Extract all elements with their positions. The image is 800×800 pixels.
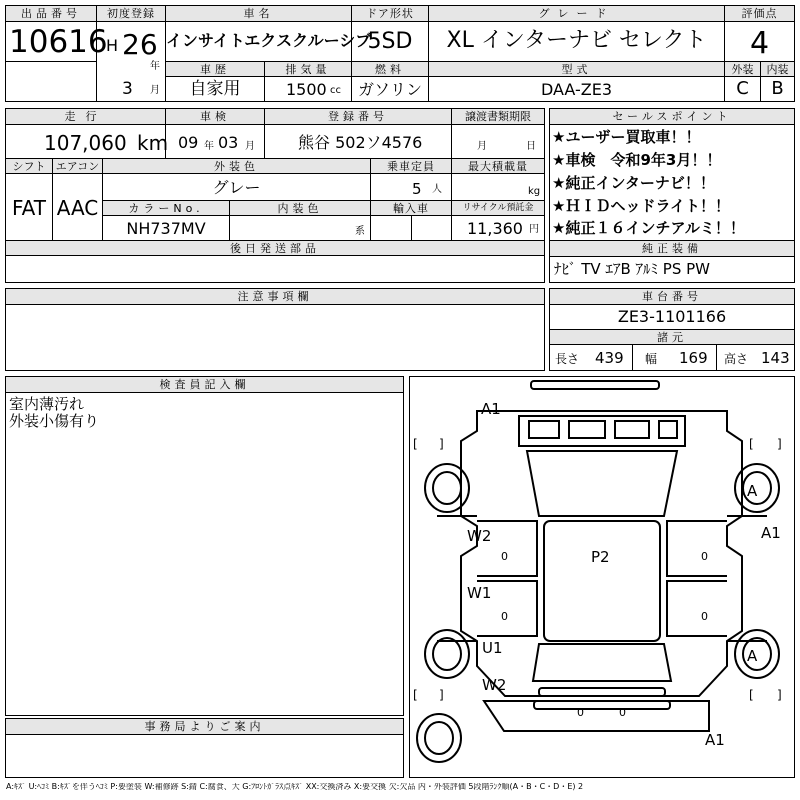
- aircon-label: エアコン: [53, 159, 102, 174]
- bracket-8: ]: [777, 688, 782, 702]
- door-label: ドア形状: [352, 6, 428, 22]
- first-reg-era: H: [106, 36, 119, 55]
- ext-score-label: 外装: [725, 62, 760, 77]
- interior-color-unit: 系: [355, 226, 365, 237]
- lot-number: 10616: [9, 24, 108, 60]
- recycle-fee: 11,360: [467, 219, 523, 238]
- height-label: 高さ: [724, 352, 749, 366]
- inspection-label: 車検: [166, 109, 264, 125]
- sales-point-1: ★ユーザー買取車！！: [552, 128, 701, 146]
- mark-front-right-a: A: [747, 482, 758, 500]
- mark-left-rear-door-w1: W1: [467, 584, 492, 602]
- equipment: ﾅﾋﾞ TV ｴｱB ｱﾙﾐ PS PW: [554, 260, 710, 278]
- mileage-label: 走行: [6, 109, 165, 125]
- lot-number-label: 出品番号: [6, 6, 96, 22]
- import-label: 輸入車: [371, 201, 451, 216]
- later-parts-label: 後日発送部品: [6, 241, 544, 256]
- mark-right-front-a1: A1: [761, 524, 781, 542]
- mark-zero-1: 0: [501, 550, 508, 563]
- score-label: 評価点: [725, 6, 794, 22]
- color-no: NH737MV: [126, 219, 206, 238]
- recycle-fee-unit: 円: [529, 224, 539, 235]
- transfer-month-unit: 月: [477, 141, 487, 152]
- plate-label: 登録番号: [265, 109, 451, 125]
- chassis-number: ZE3-1101166: [617, 307, 727, 326]
- shift: FAT: [11, 196, 46, 220]
- first-reg-month: 3: [122, 79, 133, 99]
- mark-left-quarter-w2: W2: [482, 676, 507, 694]
- inspection-month-unit: 月: [245, 141, 255, 152]
- inspector-line-2: 外装小傷有り: [9, 412, 100, 430]
- mark-zero-2: 0: [701, 550, 708, 563]
- capacity-label: 乗車定員: [371, 159, 451, 174]
- max-load-label: 最大積載量: [452, 159, 544, 174]
- mark-rear-a1: A1: [705, 731, 725, 749]
- mark-left-rear-u1: U1: [482, 639, 503, 657]
- width: 169: [679, 349, 708, 367]
- first-registration-label: 初度登録: [97, 6, 165, 22]
- history-label: 車歴: [166, 62, 264, 77]
- capacity: 5: [412, 180, 422, 198]
- ext-score: C: [736, 78, 749, 99]
- displacement: 1500: [286, 80, 327, 99]
- aircon: AAC: [56, 196, 99, 220]
- displacement-unit: cc: [330, 85, 341, 96]
- mark-right-rear-a: A: [747, 647, 758, 665]
- grade-label: グレード: [429, 6, 724, 22]
- mileage: 107,060: [44, 131, 127, 155]
- displacement-label: 排気量: [265, 62, 351, 77]
- notes-label: 注意事項欄: [6, 289, 544, 305]
- door-type: 5SD: [367, 29, 413, 54]
- car-name: インサイトエクスクルーシブ: [166, 31, 372, 50]
- length: 439: [595, 349, 624, 367]
- transfer-day-unit: 日: [526, 141, 536, 152]
- sales-point-5: ★純正１６インチアルミ！！: [552, 219, 745, 237]
- bracket-4: ]: [777, 437, 782, 451]
- bracket-3: [: [749, 437, 754, 451]
- recycle-label: リサイクル預託金: [452, 201, 544, 216]
- inspector-line-1: 室内薄汚れ: [9, 395, 85, 413]
- sales-point-3: ★純正インターナビ！！: [552, 174, 715, 192]
- legend: A:ｷｽﾞ U:ﾍｺﾐ B:ｷｽﾞを伴うﾍｺﾐ P:要塗装 W:補修跡 S:錆 C:腐食、大 G:ﾌﾛﾝﾄｶﾞﾗｽ点ｷｽﾞ XX:交換済み X:要交換 欠:欠品 内・外装評価 5段階ﾗﾝｸ順(A・B・C・D・E) 2: [6, 783, 584, 791]
- bracket-1: [: [413, 437, 418, 451]
- sales-point-4: ★ＨＩＤヘッドライト！！: [552, 197, 730, 215]
- grade: XL インターナビ セレクト: [446, 28, 707, 53]
- history: 自家用: [189, 79, 241, 99]
- first-reg-year: 26: [122, 28, 158, 61]
- office-label: 事務局よりご案内: [6, 719, 403, 735]
- sales-points-label: セールスポイント: [550, 109, 794, 125]
- capacity-unit: 人: [432, 184, 442, 195]
- model-code: DAA-ZE3: [540, 80, 613, 99]
- first-reg-year-unit: 年: [150, 61, 160, 72]
- chassis-label: 車台番号: [550, 289, 794, 305]
- max-load-unit: kg: [528, 186, 541, 197]
- dims-label: 諸元: [550, 330, 794, 345]
- bracket-5: [: [413, 688, 418, 702]
- height: 143: [761, 349, 790, 367]
- car-name-label: 車名: [166, 6, 351, 22]
- first-reg-month-unit: 月: [150, 85, 160, 96]
- bracket-6: ]: [439, 688, 444, 702]
- length-label: 長さ: [555, 352, 580, 366]
- inspection-month: 03: [218, 133, 239, 152]
- color-no-label: カラーNo.: [103, 201, 229, 216]
- mark-front-a1: A1: [481, 400, 501, 418]
- score: 4: [749, 26, 770, 61]
- bracket-2: ]: [439, 437, 444, 451]
- int-score: B: [771, 78, 784, 99]
- width-label: 幅: [645, 352, 658, 366]
- mark-zero-3: 0: [501, 610, 508, 623]
- transfer-deadline-label: 譲渡書類期限: [452, 109, 544, 125]
- inspection-year: 09: [178, 133, 199, 152]
- inspection-year-unit: 年: [204, 141, 214, 152]
- model-label: 型式: [429, 62, 724, 77]
- car-diagram: [409, 376, 795, 778]
- fuel: ガソリン: [357, 80, 422, 99]
- int-score-label: 内装: [761, 62, 794, 77]
- sales-point-2: ★車検 令和9年3月！！: [552, 151, 722, 169]
- inspector-label: 検査員記入欄: [6, 377, 403, 393]
- bracket-7: [: [749, 688, 754, 702]
- mark-left-front-door-w2: W2: [467, 527, 492, 545]
- mark-zero-4: 0: [701, 610, 708, 623]
- mark-zero-6: 0: [619, 706, 626, 719]
- mark-zero-5: 0: [577, 706, 584, 719]
- fuel-label: 燃料: [352, 62, 428, 77]
- exterior-color-label: 外装色: [103, 159, 370, 174]
- mark-roof-p2: P2: [591, 548, 610, 566]
- plate-number: 熊谷 502ソ4576: [298, 133, 423, 152]
- interior-color-label: 内装色: [230, 201, 370, 216]
- mileage-unit: km: [137, 131, 169, 155]
- exterior-color: グレー: [212, 178, 261, 197]
- shift-label: シフト: [6, 159, 52, 174]
- equipment-label: 純正装備: [550, 241, 794, 257]
